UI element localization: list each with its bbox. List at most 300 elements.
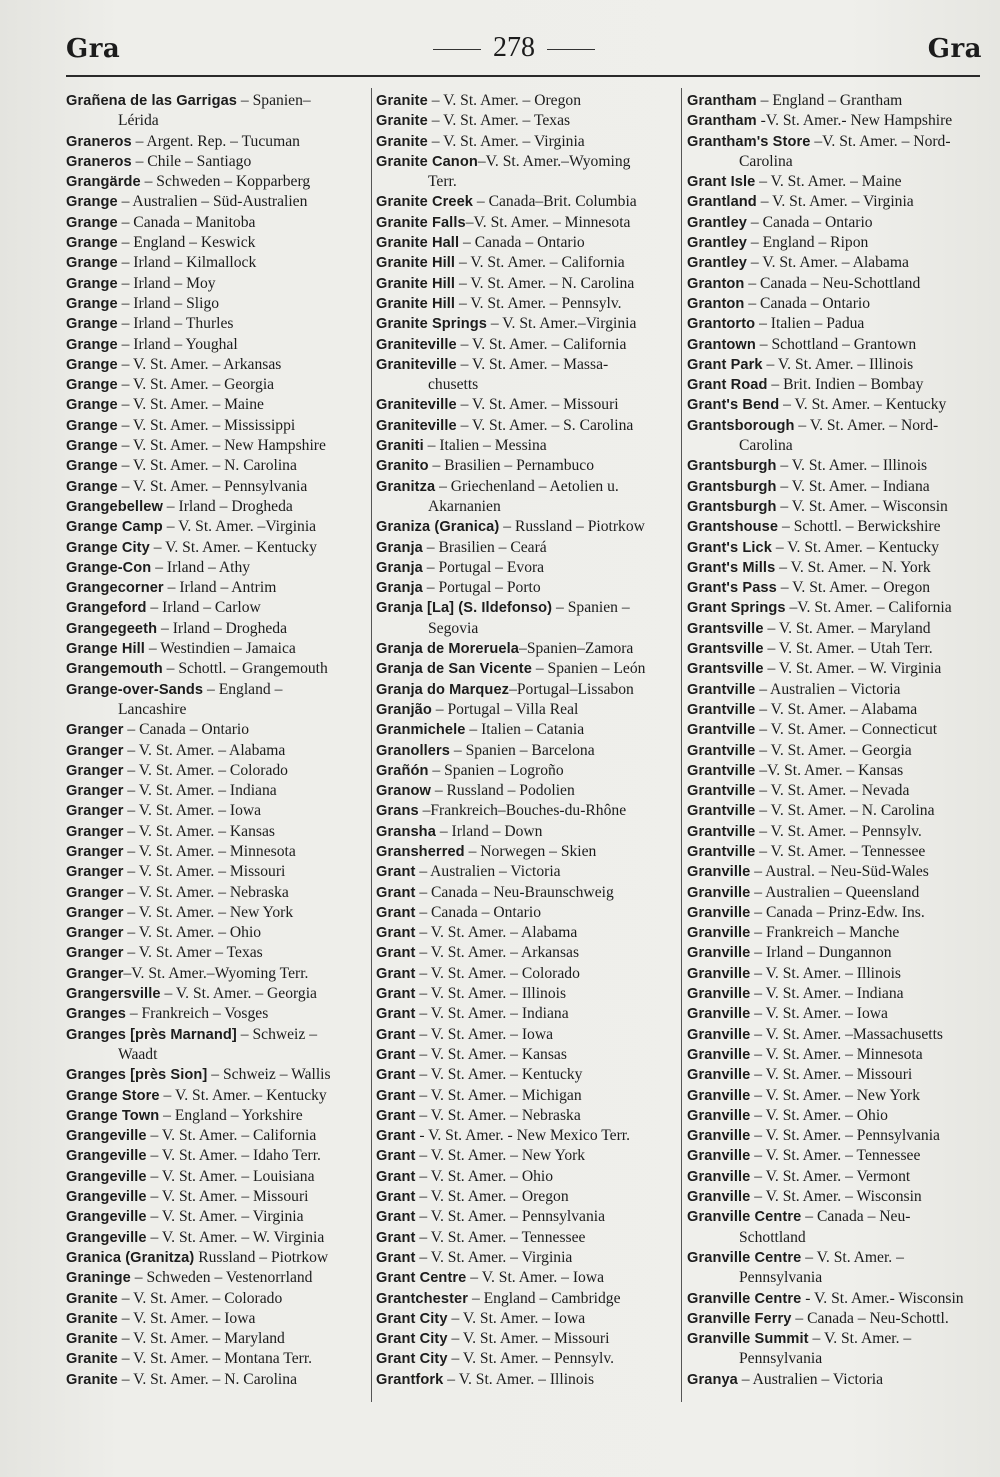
entry-headword: Grangeville	[66, 1128, 147, 1145]
entry-headword: Graniteville	[376, 356, 457, 373]
gazetteer-entry	[66, 436, 366, 456]
entry-continuation: Lérida	[118, 112, 159, 130]
gazetteer-entry	[687, 801, 982, 821]
entry-location: – V. St. Amer. – Pennsylvania	[415, 1208, 606, 1226]
entry-headword: Grant	[376, 1067, 416, 1084]
gazetteer-entry	[66, 1207, 366, 1227]
entry-headword: Graniti	[376, 438, 424, 455]
entry-location: - V. St. Amer.- Wisconsin	[801, 1289, 964, 1307]
entry-headword: Granville	[687, 925, 751, 942]
entry-headword: Granite Creek	[376, 194, 474, 211]
gazetteer-entry	[66, 903, 366, 923]
entry-location: – Schottl. – Berwickshire	[778, 518, 941, 536]
entry-headword: Granges [près Marnand]	[66, 1026, 237, 1043]
entry-location: – V. St. Amer. – Arkansas	[415, 944, 580, 962]
entry-headword: Granmichele	[376, 722, 466, 739]
gazetteer-entry	[376, 1045, 676, 1065]
gazetteer-entry	[376, 1086, 676, 1106]
gazetteer-entry	[687, 964, 982, 984]
entry-headword: Gransherred	[376, 843, 465, 860]
entry-location: – Canada – Ontario	[744, 294, 871, 312]
gazetteer-entry	[66, 943, 366, 963]
entry-headword: Grange	[66, 397, 118, 414]
entry-headword: Grangärde	[66, 174, 141, 191]
entry-location: – Irland – Drogheda	[162, 497, 293, 515]
gazetteer-entry	[376, 700, 676, 720]
entry-headword: Granger	[66, 783, 124, 800]
entry-location: – V. St. Amer. – Missouri	[146, 1188, 309, 1206]
gazetteer-entry	[376, 822, 676, 842]
entry-headword: Grantfork	[376, 1371, 444, 1388]
gazetteer-entry	[66, 456, 366, 476]
entry-headword: Granja	[376, 559, 423, 576]
gazetteer-entry	[687, 1065, 982, 1085]
header-rule-left	[433, 49, 481, 50]
gazetteer-entry	[66, 335, 366, 355]
gazetteer-entry	[687, 1086, 982, 1106]
entry-headword: Grantville	[687, 762, 756, 779]
entry-location: – Schweiz – Wallis	[207, 1066, 331, 1084]
entry-headword: Grantsville	[687, 661, 764, 678]
gazetteer-entry	[376, 598, 676, 639]
gazetteer-entry	[687, 558, 982, 578]
entry-location: – V. St. Amer. – Wisconsin	[776, 497, 948, 515]
entry-location: – V. St. Amer. – Indiana	[750, 985, 904, 1003]
gazetteer-entry	[376, 1370, 676, 1390]
entry-headword: Grant	[376, 904, 416, 921]
gazetteer-entry	[376, 862, 676, 882]
entry-headword: Granite	[376, 113, 428, 130]
gazetteer-entry	[687, 598, 982, 618]
entry-location: – Canada–Brit. Columbia	[473, 193, 637, 211]
entry-location: – Spanien – Logroño	[428, 761, 564, 779]
gazetteer-entry	[376, 1329, 676, 1349]
entry-location: – V. St. Amer. – S. Carolina	[456, 416, 634, 434]
entry-headword: Grantham	[687, 93, 757, 109]
gazetteer-entry	[66, 91, 366, 132]
entry-headword: Grant Isle	[687, 174, 756, 191]
entry-continuation: Pennsylvania	[739, 1350, 823, 1368]
entry-location: – Spanien–	[237, 92, 311, 109]
entry-headword: Grant	[376, 1026, 416, 1043]
gazetteer-entry	[687, 111, 982, 131]
gazetteer-entry	[66, 1187, 366, 1207]
entry-location: – V. St. Amer. – Ohio	[123, 924, 262, 942]
entry-location: – V. St. Amer – Texas	[123, 944, 263, 962]
entry-location: – V. St. Amer. – New York	[750, 1086, 921, 1104]
gazetteer-entry	[376, 943, 676, 963]
entry-headword: Grant	[376, 1209, 416, 1226]
entry-location: – Australien – Queensland	[750, 883, 920, 901]
entry-headword: Granville	[687, 1026, 751, 1043]
entry-headword: Grant	[376, 1128, 416, 1145]
gazetteer-entry	[376, 1289, 676, 1309]
gazetteer-entry	[687, 132, 982, 173]
gazetteer-entry	[66, 862, 366, 882]
entry-headword: Granville	[687, 1067, 751, 1084]
gazetteer-entry	[66, 1329, 366, 1349]
gazetteer-entry	[66, 741, 366, 761]
entry-headword: Granville	[687, 965, 751, 982]
gazetteer-entry	[687, 639, 982, 659]
entry-location: – V. St. Amer. – New York	[123, 903, 294, 921]
gazetteer-entry	[66, 294, 366, 314]
entry-continuation: Terr.	[428, 173, 457, 191]
entry-location: – Frankreich – Vosges	[125, 1005, 269, 1023]
entry-headword: Granges [près Sion]	[66, 1067, 208, 1084]
entry-location: – V. St. Amer. – Virginia	[756, 193, 914, 211]
gazetteer-entry	[66, 1025, 366, 1066]
entry-location: – V. St. Amer. – Iowa	[123, 802, 262, 820]
entry-headword: Granite	[66, 1310, 118, 1327]
entry-headword: Granger	[66, 904, 124, 921]
entry-headword: Grant	[376, 965, 416, 982]
entry-location: – V. St. Amer. – Virginia	[146, 1208, 304, 1226]
entry-location: Russland – Piotrkow	[194, 1248, 329, 1266]
entry-location: – Canada – Neu-Braunschweig	[415, 883, 614, 901]
entry-headword: Grangeville	[66, 1229, 147, 1246]
entry-headword: Grant	[376, 945, 416, 962]
page-number: 278	[493, 32, 535, 63]
entry-location: – V. St. Amer. – Vermont	[750, 1167, 911, 1185]
entry-headword: Granger	[66, 884, 124, 901]
entry-headword: Granite	[66, 1290, 118, 1307]
entry-headword: Grantsburgh	[687, 498, 777, 515]
gazetteer-entry	[66, 558, 366, 578]
gazetteer-entry	[687, 456, 982, 476]
gazetteer-entry	[66, 497, 366, 517]
entry-location: – Irland – Antrim	[163, 579, 277, 597]
gazetteer-entry	[66, 152, 366, 172]
entry-continuation: Waadt	[118, 1045, 158, 1063]
entry-location: – Italien – Padua	[755, 315, 865, 333]
entry-headword: Grange	[66, 438, 118, 455]
entry-headword: Graniteville	[376, 397, 457, 414]
gazetteer-entry	[66, 233, 366, 253]
entry-location: – V. St. Amer. – Nebraska	[415, 1106, 581, 1124]
entry-headword: Grant City	[376, 1310, 448, 1327]
entry-headword: Grangegeeth	[66, 620, 158, 637]
gazetteer-entry	[687, 1329, 982, 1370]
gazetteer-entry	[376, 355, 676, 396]
entry-location: – Austral. – Neu-Süd-Wales	[750, 863, 929, 881]
gazetteer-entry	[687, 1025, 982, 1045]
entry-location: – Brit. Indien – Bombay	[767, 376, 924, 394]
gazetteer-entry	[376, 233, 676, 253]
entry-location: – V. St. Amer. –	[808, 1330, 912, 1348]
entry-headword: Granite	[66, 1351, 118, 1368]
entry-continuation: Segovia	[428, 619, 479, 637]
entry-location: – V. St. Amer. – California	[146, 1127, 317, 1145]
entry-location: – Australien – Victoria	[755, 680, 901, 698]
gazetteer-entry	[376, 1187, 676, 1207]
gazetteer-entry	[66, 964, 366, 984]
entry-location: – V. St. Amer. – California	[456, 335, 627, 353]
gazetteer-entry	[376, 558, 676, 578]
gazetteer-entry	[66, 578, 366, 598]
gazetteer-entry	[66, 1268, 366, 1288]
entry-location: – Brasilien – Pernambuco	[428, 457, 595, 475]
entry-headword: Granville	[687, 986, 751, 1003]
entry-headword: Grant	[376, 1148, 416, 1165]
entry-location: – V. St. Amer. – Iowa	[466, 1269, 605, 1287]
gazetteer-entry	[687, 781, 982, 801]
gazetteer-entry	[687, 619, 982, 639]
gazetteer-entry	[687, 741, 982, 761]
entry-headword: Grange	[66, 417, 118, 434]
entry-headword: Granya	[687, 1371, 738, 1388]
entry-headword: Grange-over-Sands	[66, 681, 204, 698]
entry-headword: Granger	[66, 945, 124, 962]
entry-location: – V. St. Amer. – Maryland	[763, 619, 931, 637]
gazetteer-entry	[376, 903, 676, 923]
gazetteer-entry	[66, 132, 366, 152]
entry-headword: Grantham	[687, 113, 757, 130]
entry-location: – Spanien – León	[531, 660, 646, 678]
gazetteer-entry	[376, 984, 676, 1004]
entry-headword: Granges	[66, 1006, 126, 1023]
entry-headword: Granville	[687, 1006, 751, 1023]
gazetteer-entry	[687, 984, 982, 1004]
entry-location: –V. St. Amer. – Nord-	[810, 132, 951, 150]
entry-location: – England – Grantham	[756, 92, 903, 109]
entry-headword: Grant City	[376, 1351, 448, 1368]
entry-headword: Granja de San Vicente	[376, 661, 532, 678]
entry-headword: Grantland	[687, 194, 757, 211]
entry-location: – Canada – Neu-	[801, 1208, 911, 1226]
entry-location: – V. St. Amer. – W. Virginia	[763, 660, 942, 678]
entry-headword: Granow	[376, 783, 431, 800]
gazetteer-entry	[687, 233, 982, 253]
entry-headword: Grantville	[687, 701, 756, 718]
entry-location: – Canada – Neu-Schottl.	[791, 1309, 949, 1327]
entry-headword: Granite Canon	[376, 153, 478, 170]
entry-location: – V. St. Amer. – Virginia	[415, 1248, 573, 1266]
entry-location: –V. St. Amer. – Kansas	[755, 761, 904, 779]
entry-location: – Irland – Youghal	[117, 335, 238, 353]
entry-continuation: Carolina	[739, 152, 793, 170]
gazetteer-entry	[66, 172, 366, 192]
entry-headword: Grant's Mills	[687, 559, 776, 576]
entry-headword: Grangeville	[66, 1148, 147, 1165]
entry-location: – V. St. Amer. – Iowa	[415, 1025, 554, 1043]
gazetteer-entry	[687, 720, 982, 740]
entry-headword: Granite Hill	[376, 275, 456, 292]
gazetteer-entry	[376, 314, 676, 334]
entry-location: – V. St. Amer. – Ohio	[750, 1106, 888, 1124]
gazetteer-entry	[66, 822, 366, 842]
entry-headword: Grange	[66, 295, 118, 312]
entry-headword: Granton	[687, 295, 745, 312]
entry-location: – Westindien – Jamaica	[144, 640, 296, 658]
gazetteer-entry	[376, 395, 676, 415]
gazetteer-entry	[687, 172, 982, 192]
entry-headword: Grant's Lick	[687, 539, 772, 556]
entry-location: – V. St. Amer. – N. Carolina	[455, 274, 635, 292]
entry-location: –V. St. Amer. – California	[785, 599, 952, 617]
entry-location: – V. St. Amer. – Texas	[427, 112, 571, 130]
entry-location: – Schweden – Kopparberg	[140, 173, 311, 191]
gazetteer-entry	[376, 1065, 676, 1085]
entry-headword: Granica (Granitza)	[66, 1249, 195, 1266]
entry-location: – V. St. Amer. – Pennsylv.	[455, 294, 622, 312]
entry-headword: Grant	[376, 1229, 416, 1246]
entry-continuation: Carolina	[739, 437, 793, 455]
entry-location: – V. St. Amer. – Kentucky	[415, 1066, 583, 1084]
entry-headword: Granite Springs	[376, 316, 487, 333]
gazetteer-entry	[376, 1228, 676, 1248]
entry-headword: Grant's Bend	[687, 397, 780, 414]
gazetteer-entry	[376, 578, 676, 598]
entry-location: – Irland – Carlow	[146, 599, 261, 617]
entry-headword: Grange Camp	[66, 519, 163, 536]
gazetteer-entry	[687, 335, 982, 355]
gazetteer-entry	[376, 1146, 676, 1166]
entry-location: – V. St. Amer. – Nevada	[755, 782, 910, 800]
entry-location: – V. St. Amer. – Minnesota	[750, 1045, 923, 1063]
gazetteer-entry	[376, 335, 676, 355]
entry-headword: Grant Road	[687, 377, 768, 394]
entry-headword: Grange	[66, 377, 118, 394]
entry-headword: Granjão	[376, 701, 432, 718]
entry-location: – V. St. Amer. –	[801, 1248, 904, 1266]
gazetteer-entry	[376, 1106, 676, 1126]
entry-location: – V. St. Amer. – Pennsylvania	[750, 1127, 940, 1145]
entry-headword: Grant City	[376, 1331, 448, 1348]
entry-location: –V. St. Amer.–Wyoming Terr.	[123, 964, 309, 982]
gazetteer-entry	[376, 416, 676, 436]
entry-headword: Grange Hill	[66, 641, 145, 658]
entry-location: – Irland – Dungannon	[750, 944, 892, 962]
gazetteer-entry	[376, 538, 676, 558]
entry-headword: Grantsborough	[687, 417, 795, 434]
gazetteer-entry	[66, 213, 366, 233]
entry-headword: Grant Park	[687, 356, 763, 373]
entry-continuation: Lancashire	[118, 700, 187, 718]
entry-headword: Graneros	[66, 133, 132, 150]
gazetteer-entry	[376, 883, 676, 903]
entry-headword: Grant Centre	[376, 1270, 467, 1287]
entry-headword: Grantville	[687, 742, 756, 759]
gazetteer-entry	[66, 1004, 366, 1024]
entry-headword: Grantsburgh	[687, 458, 777, 475]
entry-headword: Grantown	[687, 336, 756, 353]
entry-location: – Frankreich – Manche	[750, 924, 900, 942]
page-header	[66, 32, 982, 72]
gazetteer-entry	[376, 639, 676, 659]
gazetteer-entry	[687, 517, 982, 537]
entry-location: – Canada – Ontario	[415, 903, 542, 921]
gazetteer-entry	[687, 314, 982, 334]
entry-location: – Irland – Athy	[151, 558, 251, 576]
gazetteer-entry	[687, 253, 982, 273]
entry-headword: Granville	[687, 1148, 751, 1165]
gazetteer-entry	[66, 1126, 366, 1146]
entry-location: – V. St. Amer. – Pennsylvania	[117, 477, 308, 495]
entry-location: – V. St. Amer.–Virginia	[486, 315, 637, 333]
gazetteer-entry	[376, 680, 676, 700]
entry-location: – V. St. Amer. – Tennessee	[755, 842, 926, 860]
entry-headword: Granger	[66, 762, 124, 779]
entry-location: – V. St. Amer. – Illinois	[762, 355, 914, 373]
entry-location: – V. St. Amer. – Idaho Terr.	[146, 1147, 321, 1165]
gazetteer-entry	[66, 1167, 366, 1187]
entry-headword: Grangemouth	[66, 661, 163, 678]
entry-headword: Grant	[376, 864, 416, 881]
entry-headword: Grant	[376, 1168, 416, 1185]
entry-location: – V. St. Amer. – N. York	[775, 558, 931, 576]
gazetteer-entry	[687, 497, 982, 517]
gazetteer-entry	[687, 883, 982, 903]
column-divider-1	[371, 88, 372, 1402]
entry-location: – Schweden – Vestenorrland	[130, 1269, 313, 1287]
entry-headword: Grantville	[687, 681, 756, 698]
gazetteer-entry	[66, 538, 366, 558]
gazetteer-entry	[376, 192, 676, 212]
entry-headword: Grantsville	[687, 641, 764, 658]
gazetteer-entry	[66, 1086, 366, 1106]
entry-location: – Italien – Catania	[465, 721, 585, 739]
entry-headword: Graninge	[66, 1270, 131, 1287]
entry-headword: Granite	[376, 93, 428, 109]
entry-headword: Granville	[687, 945, 751, 962]
gazetteer-entry	[376, 1349, 676, 1369]
entry-location: – V. St. Amer. – Kentucky	[771, 538, 940, 556]
gazetteer-entry	[687, 903, 982, 923]
entry-headword: Granger	[66, 742, 124, 759]
entry-location: – Australien – Victoria	[737, 1370, 884, 1388]
entry-headword: Grange	[66, 356, 118, 373]
entry-location: – Canada – Neu-Schottland	[744, 274, 921, 292]
entry-headword: Granville	[687, 1107, 751, 1124]
gazetteer-entry	[687, 213, 982, 233]
gazetteer-entry	[687, 842, 982, 862]
entry-location: – Canada – Ontario	[123, 721, 250, 739]
gazetteer-entry	[66, 1349, 366, 1369]
gazetteer-entry	[376, 477, 676, 518]
gazetteer-entry	[687, 1045, 982, 1065]
entry-headword: Grant	[376, 1006, 416, 1023]
entry-headword: Graniteville	[376, 417, 457, 434]
gazetteer-entry	[687, 1126, 982, 1146]
entry-headword: Grantham's Store	[687, 133, 811, 150]
entry-location: – V. St. Amer. – Ohio	[415, 1167, 554, 1185]
gazetteer-entry	[66, 1248, 366, 1268]
gazetteer-entry	[66, 395, 366, 415]
gazetteer-entry	[687, 477, 982, 497]
entry-location: – V. St. Amer. – Utah Terr.	[763, 640, 933, 658]
entry-location: – V. St. Amer. – Alabama	[747, 254, 909, 272]
gazetteer-entry	[376, 152, 676, 193]
gazetteer-entry	[687, 538, 982, 558]
entry-headword: Granite Hill	[376, 295, 456, 312]
gazetteer-entry	[376, 1167, 676, 1187]
entry-headword: Graniza (Granica)	[376, 519, 500, 536]
gazetteer-entry	[376, 132, 676, 152]
entry-location: – V. St. Amer. – Louisiana	[146, 1167, 315, 1185]
gazetteer-entry	[66, 639, 366, 659]
entry-headword: Grangecorner	[66, 580, 164, 597]
gazetteer-entry	[376, 1207, 676, 1227]
entry-headword: Grantville	[687, 823, 756, 840]
entry-location: –V. St. Amer.–Wyoming	[477, 152, 631, 170]
entry-location: – V. St. Amer. – Virginia	[427, 132, 585, 150]
entry-location: -V. St. Amer.- New Hampshire	[756, 112, 953, 130]
gazetteer-entry	[66, 720, 366, 740]
entry-location: – V. St. Amer. – Iowa	[117, 1309, 256, 1327]
entry-location: – England – Cambridge	[468, 1289, 621, 1307]
entry-headword: Grange	[66, 336, 118, 353]
